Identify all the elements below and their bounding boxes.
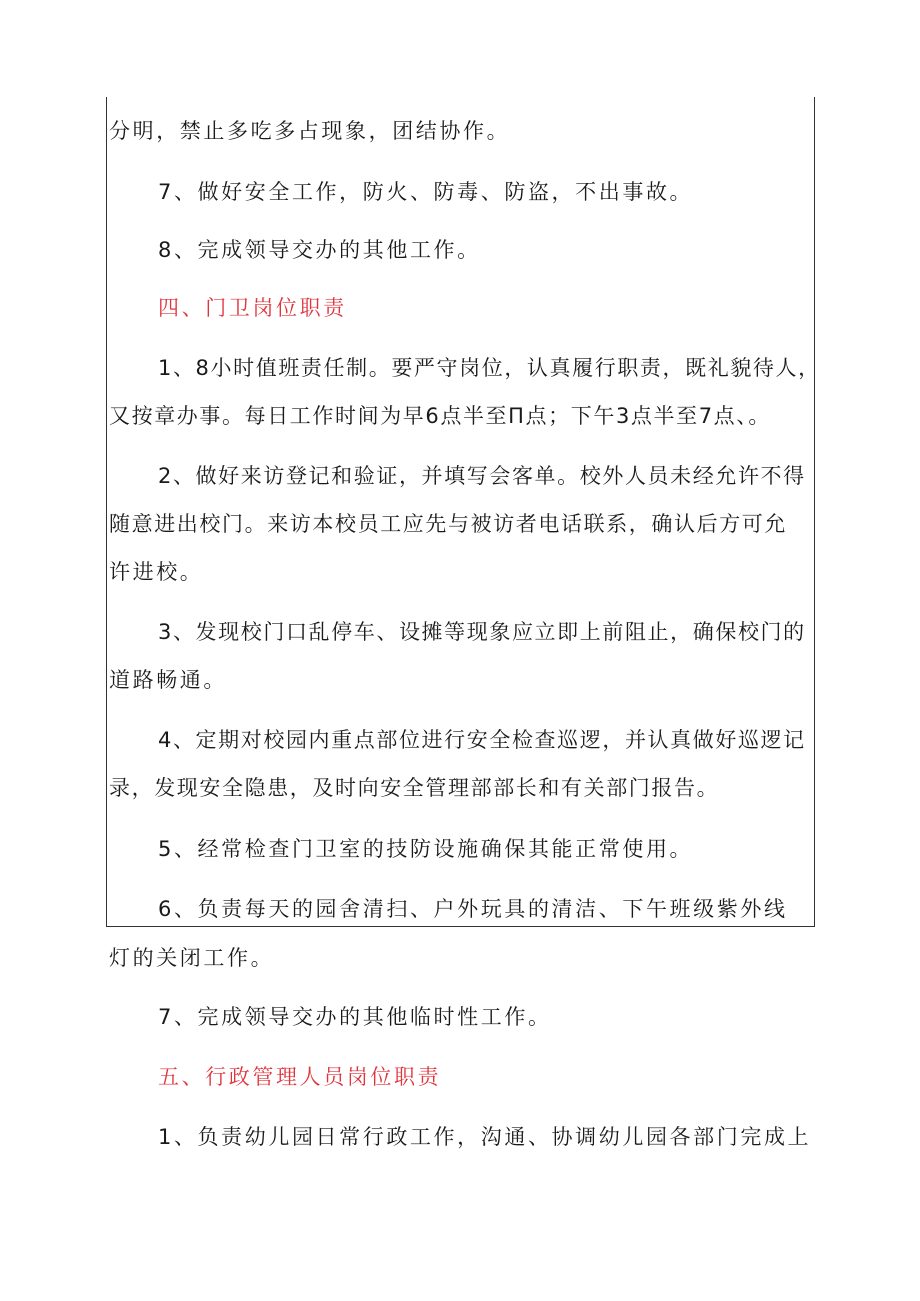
section-heading: 五、行政管理人员岗位职责 [158, 1065, 442, 1089]
section-heading: 四、门卫岗位职责 [158, 296, 347, 320]
paragraph-line: 6、负责每天的园舍清扫、户外玩具的清洁、下午班级紫外线 [158, 897, 788, 921]
paragraph-line: 4、定期对校园内重点部位进行安全检查巡逻，并认真做好巡逻记 [158, 728, 806, 752]
paragraph-line: 7、做好安全工作，防火、防毒、防盗，不出事故。 [158, 180, 694, 204]
table-border-left [106, 97, 107, 927]
paragraph-line: 1、负责幼儿园日常行政工作，沟通、协调幼儿园各部门完成上 [158, 1125, 812, 1149]
paragraph-line: 2、做好来访登记和验证，并填写会客单。校外人员未经允许不得 [158, 464, 806, 488]
paragraph-line: 灯的关闭工作。 [109, 946, 275, 970]
paragraph-line: 8、完成领导交办的其他工作。 [158, 238, 481, 262]
paragraph-line: 随意进出校门。来访本校员工应先与被访者电话联系，确认后方可允 [109, 512, 787, 536]
paragraph-line: 道路畅通。 [109, 668, 227, 692]
paragraph-line: 3、发现校门口乱停车、设摊等现象应立即上前阻止，确保校门的 [158, 620, 806, 644]
paragraph-line: 7、完成领导交办的其他临时性工作。 [158, 1005, 552, 1029]
paragraph-line: 许进校。 [109, 560, 204, 584]
paragraph-line: 5、经常检查门卫室的技防设施确保其能正常使用。 [158, 837, 694, 861]
paragraph-line: 1、8小时值班责任制。要严守岗位，认真履行职责，既礼貌待人， [158, 356, 821, 380]
table-border-right [814, 97, 815, 927]
paragraph-line: 分明，禁止多吃多占现象，团结协作。 [109, 119, 511, 143]
table-border-bottom [106, 926, 815, 927]
paragraph-line: 又按章办事。每日工作时间为早6点半至Π点；下午3点半至7点、。 [109, 404, 771, 428]
paragraph-line: 录，发现安全隐患，及时向安全管理部部长和有关部门报告。 [109, 776, 720, 800]
